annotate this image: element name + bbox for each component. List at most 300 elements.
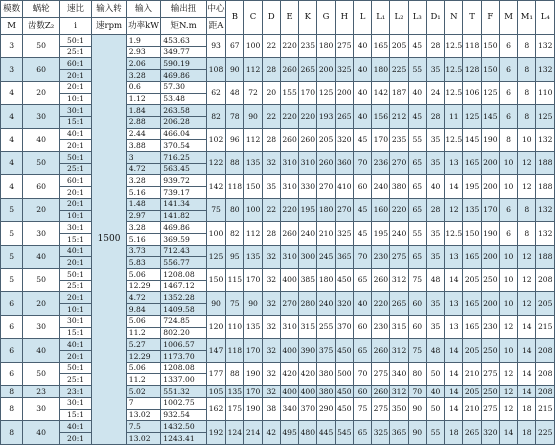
dimension-cell: 180 (317, 198, 335, 221)
dimension-cell: 205 (464, 386, 480, 396)
dimension-cell: 190 (481, 128, 499, 151)
dimension-cell: 265 (335, 105, 353, 128)
table-row (1, 81, 555, 93)
dimension-cell: 42 (262, 421, 280, 445)
dimension-cell: 90 (244, 292, 262, 315)
dimension-cell: 365 (390, 421, 408, 445)
dimension-cell: 270 (335, 198, 353, 221)
dimension-cell: 32 (262, 339, 280, 362)
power-cell: 3 (126, 152, 160, 164)
speed-unit: 速rpm (92, 18, 126, 35)
dimension-cell: 312 (390, 269, 408, 292)
power-cell: 12.29 (126, 280, 160, 292)
worm-teeth-cell: 50 (23, 152, 60, 175)
power-cell: 2.97 (126, 210, 160, 222)
dimension-cell: 65 (353, 339, 371, 362)
power-cell: 5.02 (126, 386, 160, 398)
dimension-cell: 48 (226, 81, 244, 104)
dimension-cell: 280 (299, 292, 317, 315)
dimension-cell: 150 (244, 175, 262, 198)
dimension-cell: 32 (262, 386, 280, 398)
dimension-cell: 28 (426, 198, 444, 221)
torque-cell: 141.82 (161, 210, 207, 222)
dimension-cell: 32 (262, 315, 280, 338)
dimension-cell: 8 (518, 198, 536, 221)
dimension-cell: 10 (499, 152, 517, 175)
dimension-cell: 80 (408, 362, 426, 385)
dimension-cell: 35 (426, 292, 444, 315)
dimension-cell: 12 (518, 175, 536, 198)
center-distance-cell: 142 (206, 175, 225, 198)
torque-cell: 263.58 (161, 105, 207, 117)
dimension-cell: 188 (536, 245, 555, 268)
dimension-cell: 65 (408, 198, 426, 221)
torque-cell: 1467.12 (161, 280, 207, 292)
dim-header: L₃ (408, 1, 426, 35)
table-row (1, 128, 555, 140)
dimension-cell: 187 (390, 81, 408, 104)
dimension-cell: 135 (244, 245, 262, 268)
dimension-cell: 112 (244, 222, 262, 245)
ratio-cell: 20:1 (59, 257, 91, 269)
dimension-cell: 235 (299, 35, 317, 58)
dimension-cell: 150 (463, 222, 481, 245)
dimension-cell: 18 (518, 397, 536, 420)
module-cell: 5 (1, 269, 23, 292)
dimension-cell: 12 (518, 245, 536, 268)
dimension-cell: 8 (518, 222, 536, 245)
worm-teeth-cell: 60 (23, 175, 60, 198)
ratio-cell: 25:1 (59, 163, 91, 175)
dimension-cell: 165 (463, 292, 481, 315)
table-row (1, 35, 555, 47)
torque-cell: 1208.08 (161, 269, 207, 281)
dimension-cell: 220 (280, 105, 298, 128)
dimension-cell: 240 (372, 175, 390, 198)
dimension-cell: 40 (353, 292, 371, 315)
ratio-cell: 30:1 (59, 105, 91, 117)
dimension-cell: 40 (353, 81, 371, 104)
dimension-cell: 315 (390, 315, 408, 338)
dimension-cell: 230 (481, 315, 499, 338)
torque-cell: 1409.58 (161, 304, 207, 316)
dimension-cell: 208 (536, 339, 555, 362)
power-cell: 2.06 (126, 58, 160, 70)
dimension-cell: 170 (372, 128, 390, 151)
dimension-cell: 12 (499, 362, 517, 385)
dimension-cell: 260 (372, 269, 390, 292)
dimension-cell: 14 (445, 397, 463, 420)
ratio-cell: 20:1 (59, 292, 91, 304)
dimension-cell: 106 (463, 81, 481, 104)
dimension-cell: 200 (317, 58, 335, 81)
dimension-cell: 208 (536, 386, 555, 398)
dimension-cell: 315 (299, 315, 317, 338)
torque-cell: 349.77 (161, 46, 207, 58)
dim-header: G (317, 1, 335, 35)
dimension-cell: 96 (226, 128, 244, 151)
dimension-cell: 370 (335, 315, 353, 338)
ratio-cell: 60:1 (59, 58, 91, 70)
module-cell: 5 (1, 198, 23, 221)
ratio-cell: 23:1 (59, 386, 91, 398)
dimension-cell: 135 (244, 315, 262, 338)
center-distance-cell: 82 (206, 105, 225, 128)
dimension-cell: 270 (390, 152, 408, 175)
module-cell: 8 (1, 421, 23, 445)
dimension-cell: 210 (463, 362, 481, 385)
ratio-cell: 20:1 (59, 140, 91, 152)
dimension-cell: 165 (463, 315, 481, 338)
dimension-cell: 6 (499, 198, 517, 221)
dimension-cell: 132 (536, 128, 555, 151)
dimension-cell: 14 (518, 386, 536, 398)
dimension-cell: 35 (426, 152, 444, 175)
dimension-cell: 275 (372, 397, 390, 420)
torque-cell: 932.54 (161, 409, 207, 421)
dimension-cell: 165 (463, 152, 481, 175)
dimension-cell: 156 (372, 105, 390, 128)
dimension-cell: 35 (426, 245, 444, 268)
dimension-cell: 10 (518, 128, 536, 151)
dimension-cell: 400 (300, 386, 316, 396)
dimension-cell: 40 (426, 175, 444, 198)
dimension-cell: 60 (353, 386, 371, 398)
dimension-cell: 495 (280, 421, 298, 445)
dimension-cell: 112 (244, 128, 262, 151)
dimension-cell: 170 (299, 81, 317, 104)
dimension-cell: 60 (408, 315, 426, 338)
dimension-cell: 240 (390, 222, 408, 245)
worm-teeth-cell: 20 (23, 198, 60, 221)
dimension-cell: 32 (262, 269, 280, 292)
torque-cell: 453.63 (161, 35, 207, 47)
worm-teeth-cell: 40 (23, 245, 60, 268)
dimension-cell: 135 (227, 386, 243, 396)
power-cell: 13.02 (126, 432, 160, 444)
torque-cell: 556.77 (161, 257, 207, 269)
dimension-cell: 88 (226, 362, 244, 385)
module-cell: 4 (1, 152, 23, 175)
center-distance-cell: 102 (206, 128, 225, 151)
dimension-cell: 6 (499, 222, 517, 245)
dimension-cell: 360 (335, 152, 353, 175)
table-row (1, 58, 555, 70)
dimension-cell: 132 (536, 35, 555, 58)
module-cell: 5 (1, 222, 23, 245)
center-distance-cell: 120 (206, 315, 225, 338)
center-distance-cell: 125 (206, 245, 225, 268)
worm-teeth-cell: 50 (23, 269, 60, 292)
table-row (1, 421, 555, 433)
power-cell: 1.9 (126, 35, 160, 47)
dim-header: M₁ (518, 1, 536, 35)
dimension-cell: 240 (317, 292, 335, 315)
dimension-cell: 215 (536, 397, 555, 420)
dimension-cell: 545 (335, 421, 353, 445)
torque-cell: 1173.70 (161, 350, 207, 362)
module-cell: 8 (1, 397, 23, 420)
dimension-cell: 500 (335, 362, 353, 385)
center-distance-cell: 192 (206, 421, 225, 445)
center-distance-cell: 105 (206, 386, 225, 398)
dimension-cell: 165 (463, 245, 481, 268)
dimension-cell: 275 (481, 362, 499, 385)
dimension-cell: 250 (483, 386, 498, 396)
ratio-cell: 50:1 (59, 362, 91, 374)
dimension-cell: 260 (280, 222, 298, 245)
dimension-cell: 208 (536, 362, 555, 385)
ratio-cell: 50:1 (59, 269, 91, 281)
dimension-cell: 205 (390, 35, 408, 58)
dimension-cell: 70 (353, 245, 371, 268)
dimension-cell: 100 (244, 35, 262, 58)
dimension-cell: 12.5 (445, 222, 463, 245)
dimension-cell: 390 (299, 339, 317, 362)
power-cell: 5.16 (126, 187, 160, 199)
dimension-cell: 160 (372, 198, 390, 221)
dim-header: E (280, 1, 298, 35)
dimension-cell: 205 (463, 269, 481, 292)
dimension-cell: 90 (226, 58, 244, 81)
ratio-label: 速比 (59, 1, 91, 18)
dimension-cell: 60 (353, 175, 371, 198)
worm-teeth-cell: 30 (23, 105, 60, 128)
dimension-cell: 260 (317, 152, 335, 175)
dimension-cell: 450 (335, 339, 353, 362)
module-cell: 4 (1, 105, 23, 128)
dim-header: L₁ (372, 1, 390, 35)
dimension-cell: 420 (280, 362, 298, 385)
torque-cell: 57.30 (161, 81, 207, 93)
dimension-cell: 275 (372, 362, 390, 385)
dimension-cell: 155 (280, 81, 298, 104)
torque-cell: 1337.00 (161, 374, 207, 386)
torque-cell: 724.85 (161, 315, 207, 327)
module-cell: 6 (1, 292, 23, 315)
dimension-cell: 190 (481, 222, 499, 245)
dimension-cell: 480 (299, 421, 317, 445)
dimension-cell: 205 (317, 128, 335, 151)
dimension-cell: 40 (426, 386, 444, 398)
dimension-cell: 45 (353, 128, 371, 151)
dimension-cell: 48 (426, 269, 444, 292)
center-distance-cell: 162 (206, 397, 225, 420)
center-distance-cell: 75 (206, 198, 225, 221)
dimension-cell: 275 (335, 35, 353, 58)
torque-cell: 716.25 (161, 152, 207, 164)
dimension-cell: 265 (299, 58, 317, 81)
dimension-cell: 205 (463, 339, 481, 362)
table-row (1, 175, 555, 187)
dimension-cell: 12 (518, 269, 536, 292)
dimension-cell: 270 (280, 292, 298, 315)
power-cell: 3.28 (126, 70, 160, 82)
dimension-cell: 220 (390, 198, 408, 221)
dimension-cell: 265 (390, 292, 408, 315)
dimension-cell: 210 (463, 397, 481, 420)
dimension-cell: 70 (353, 362, 371, 385)
ratio-cell: 40:1 (59, 339, 91, 351)
dimension-cell: 290 (317, 397, 335, 420)
dimension-cell: 275 (481, 397, 499, 420)
dimension-cell: 190 (244, 397, 262, 420)
dimension-cell: 380 (318, 386, 334, 396)
dimension-cell: 12 (518, 292, 536, 315)
power-cell: 3.28 (126, 175, 160, 187)
module-cell: 5 (1, 245, 23, 268)
dimension-cell: 32 (262, 245, 280, 268)
dimension-cell: 55 (408, 222, 426, 245)
dimension-cell: 65 (353, 269, 371, 292)
dimension-cell: 260 (373, 386, 389, 396)
dimension-cell: 32 (262, 362, 280, 385)
dimension-cell: 320 (335, 292, 353, 315)
module-cell: 4 (1, 128, 23, 151)
dimension-cell: 95 (226, 245, 244, 268)
dimension-cell: 310 (299, 152, 317, 175)
dimension-cell: 14 (499, 421, 517, 445)
dimension-cell: 260 (372, 339, 390, 362)
dimension-cell: 400 (280, 269, 298, 292)
dimension-cell: 65 (353, 421, 371, 445)
ratio-cell: 60:1 (59, 175, 91, 187)
dim-header: K (299, 1, 317, 35)
dimension-cell: 310 (280, 315, 298, 338)
dimension-cell: 10 (499, 269, 517, 292)
dimension-cell: 132 (536, 58, 555, 81)
torque-cell: 469.86 (161, 222, 207, 234)
dimension-cell: 195 (463, 175, 481, 198)
table-row (1, 362, 555, 374)
dim-header: L₄ (536, 1, 555, 35)
dimension-cell: 312 (391, 386, 407, 396)
dimension-cell: 325 (335, 58, 353, 81)
power-label: 输入 (126, 1, 160, 18)
dimension-cell: 35 (426, 315, 444, 338)
dimension-cell: 385 (299, 269, 317, 292)
dimension-cell: 6 (499, 105, 517, 128)
dimension-cell: 170 (481, 198, 499, 221)
ratio-cell: 30:1 (59, 315, 91, 327)
dimension-cell: 12 (518, 152, 536, 175)
dimension-cell: 260 (280, 128, 298, 151)
dimension-cell: 200 (335, 81, 353, 104)
dimension-cell: 48 (426, 339, 444, 362)
dimension-cell: 225 (536, 421, 555, 445)
dimension-cell: 118 (226, 339, 244, 362)
dimension-cell: 65 (408, 245, 426, 268)
dimension-cell: 250 (481, 339, 499, 362)
dimension-cell: 340 (280, 397, 298, 420)
dimension-cell: 128 (463, 58, 481, 81)
dimension-cell: 10 (499, 339, 517, 362)
dimension-cell: 13 (445, 245, 463, 268)
ratio-cell: 25:1 (59, 280, 91, 292)
dimension-cell: 255 (317, 315, 335, 338)
ratio-cell: 50:1 (59, 35, 91, 47)
ratio-cell: 15:1 (59, 116, 91, 128)
dimension-cell: 265 (463, 421, 481, 445)
dimension-cell: 14 (518, 315, 536, 338)
dimension-cell: 32 (262, 292, 280, 315)
dim-header: C (244, 1, 262, 35)
dimension-cell: 90 (408, 421, 426, 445)
dimension-cell: 300 (299, 245, 317, 268)
dim-header: L₂ (390, 1, 408, 35)
dimension-cell: 28 (262, 58, 280, 81)
power-cell: 5.27 (126, 339, 160, 351)
dimension-cell: 165 (372, 35, 390, 58)
dim-header: M (499, 1, 517, 35)
table-row (1, 245, 555, 257)
dimension-cell: 40 (353, 58, 371, 81)
dimension-cell: 32 (262, 152, 280, 175)
dimension-cell: 190 (244, 362, 262, 385)
module-cell: 6 (1, 315, 23, 338)
torque-cell: 206.28 (161, 116, 207, 128)
torque-cell: 1208.08 (161, 362, 207, 374)
dimension-cell: 28 (426, 105, 444, 128)
dimension-cell: 12.5 (445, 128, 463, 151)
dimension-cell: 70 (353, 152, 371, 175)
table-row (1, 222, 555, 234)
dimension-cell: 8 (518, 58, 536, 81)
dimension-cell: 236 (372, 152, 390, 175)
dimension-cell: 8 (518, 81, 536, 104)
dimension-cell: 10 (499, 245, 517, 268)
dimension-cell: 118 (226, 175, 244, 198)
power-cell: 11.2 (126, 374, 160, 386)
dimension-cell: 14 (445, 269, 463, 292)
power-cell: 12.29 (126, 350, 160, 362)
dimension-cell: 320 (335, 128, 353, 151)
speed-label: 输入转 (92, 1, 126, 18)
dimension-cell: 260 (299, 128, 317, 151)
dimension-cell: 18 (445, 421, 463, 445)
center-distance-cell: 90 (206, 292, 225, 315)
torque-cell: 370.54 (161, 140, 207, 152)
table-row (1, 152, 555, 164)
torque-cell: 53.48 (161, 93, 207, 105)
torque-unit: 矩N.m (161, 18, 207, 35)
dimension-cell: 200 (481, 292, 499, 315)
spec-table-body (1, 35, 555, 445)
power-cell: 3.88 (126, 140, 160, 152)
dimension-cell: 380 (390, 175, 408, 198)
dimension-cell: 75 (226, 292, 244, 315)
module-cell: 3 (1, 58, 23, 81)
ratio-cell: 20:1 (59, 198, 91, 210)
torque-cell: 466.04 (161, 128, 207, 140)
dimension-cell: 235 (390, 128, 408, 151)
dimension-cell: 12 (499, 397, 517, 420)
dimension-cell: 60 (408, 292, 426, 315)
dimension-cell: 50 (426, 362, 444, 385)
center-distance-cell: 93 (206, 35, 225, 58)
dimension-cell: 310 (280, 245, 298, 268)
dimension-cell: 18 (518, 421, 536, 445)
ratio-cell: 25:1 (59, 46, 91, 58)
dimension-cell: 230 (372, 245, 390, 268)
dimension-cell: 6 (499, 81, 517, 104)
header-row-1 (1, 1, 555, 18)
dimension-cell: 50 (426, 397, 444, 420)
dimension-cell: 90 (408, 397, 426, 420)
dimension-cell: 420 (299, 362, 317, 385)
dimension-cell: 45 (408, 35, 426, 58)
worm-teeth-cell: 30 (23, 315, 60, 338)
